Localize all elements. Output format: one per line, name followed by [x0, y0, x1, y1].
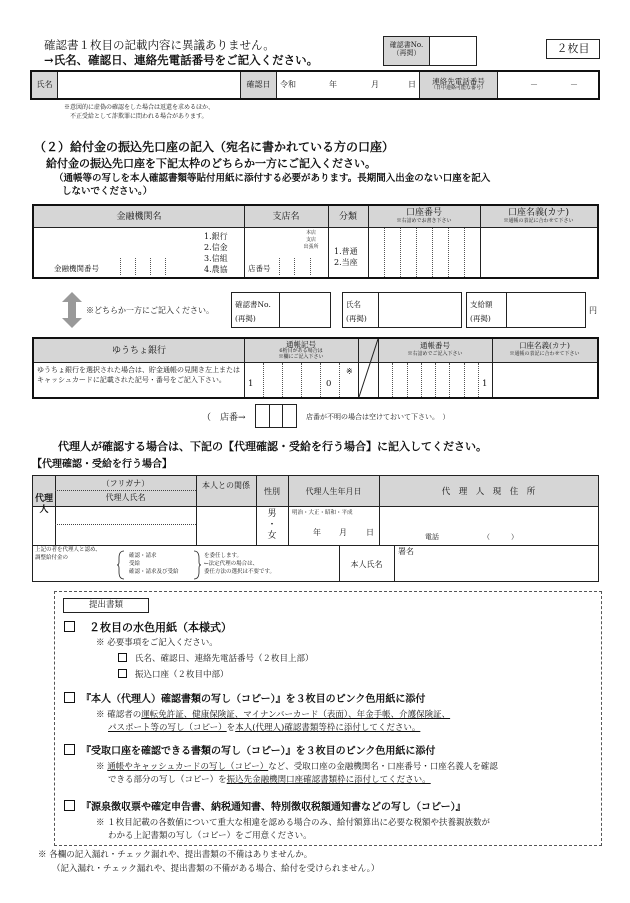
store-number-field[interactable]: [255, 404, 297, 428]
date-field[interactable]: [277, 72, 420, 98]
attach-bank-instruction: 振込先金融機関口座確認書類枠に添付してください。: [226, 775, 431, 785]
doc-item-3-note-2: [108, 775, 431, 785]
doc-item-1-checkbox[interactable]: [64, 621, 75, 632]
dob-year: 年: [313, 528, 321, 537]
account-type-list: [334, 246, 358, 268]
id-documents-list: 運転免許証、健康保険証、マイナンバーカード（表面）、年金手帳、介護保険証、: [141, 710, 451, 720]
doc-item-4-note-1: ※ １枚目記載の各数値について重大な相違を認める場合のみ、給付額算出に必要な税額や扶養親族数が: [96, 818, 491, 828]
store-number-note: 店番が不明の場合は空けておいて下さい。 ）: [306, 413, 450, 421]
account-number-field[interactable]: [369, 228, 480, 277]
doc-item-1-note: ※ 必要事項をご記入ください。: [96, 638, 218, 648]
account-verify-text: など、受取口座の金融機関名・口座番号・口座名義人を確認: [268, 762, 498, 772]
bank-type-option[interactable]: 2.信金: [204, 243, 228, 252]
relation-field[interactable]: [197, 507, 256, 545]
proxy-heading: 【代理確認・受給を行う場合】: [32, 459, 172, 470]
col-passbook-symbol-sub-2: ※欄にご記入下さい: [278, 354, 324, 360]
bank-type-option[interactable]: 3.信組: [204, 254, 228, 263]
bank-code-field[interactable]: [120, 258, 180, 275]
proxy-name-label: 代理人氏名: [105, 493, 146, 502]
either-name-label: 氏名: [346, 300, 361, 309]
either-name-box: [342, 292, 462, 328]
documents-heading: 提出書類: [63, 598, 149, 613]
relation-label: 本人との関係: [202, 481, 250, 490]
doc-item-1-sub-2-checkbox[interactable]: [118, 669, 127, 678]
doc-item-1: [64, 621, 232, 634]
either-instruction: ※どちらか一方にご記入ください。: [86, 306, 214, 315]
branch-type-option[interactable]: 支店: [305, 237, 316, 243]
note-prefix: ※: [96, 762, 108, 772]
phone-sub: （日中連絡可能な番号）: [430, 85, 486, 91]
doc-item-3-note-1: [96, 762, 498, 772]
delegate-line-1: 上記の者を代理人と認め、: [35, 547, 101, 553]
copy-part-text: できる部分の写し（コピー）を: [108, 775, 227, 785]
symbol-note-mark: ※: [346, 367, 353, 376]
doc-item-4-checkbox[interactable]: [64, 800, 75, 811]
proxy-name-field[interactable]: [56, 507, 196, 545]
symbol-zero-digit: 0: [326, 379, 332, 389]
name-field[interactable]: [58, 72, 241, 98]
col-passbook-symbol-sub-1: 6桁目がある場合は: [279, 348, 323, 354]
bank-type-option[interactable]: 1.銀行: [204, 232, 228, 241]
sex-male[interactable]: 男: [267, 509, 277, 519]
passbook-symbol-field[interactable]: [245, 363, 358, 397]
branch-type-option[interactable]: 本店: [305, 230, 316, 236]
proxy-table: [32, 475, 599, 582]
delegate-right-3: 委任方法の選択は不要です。: [204, 569, 276, 575]
copy-phrase: パスポート等の写し（コピー）: [108, 723, 227, 733]
delegate-options: [129, 552, 179, 576]
either-amount-field[interactable]: [507, 293, 585, 327]
bank-account-table: [32, 204, 599, 279]
col-yucho-holder-sub: ※通帳の表記に合わせて下さい: [509, 351, 580, 357]
sex-female[interactable]: 女: [267, 531, 277, 541]
yucho-table: [32, 337, 599, 399]
either-cert-box: [231, 292, 331, 328]
cert-number-field[interactable]: [430, 37, 476, 65]
either-name-sub: (再掲): [346, 314, 367, 323]
delegate-option[interactable]: 確認・請求及び受給: [129, 569, 179, 575]
proxy-intro: 代理人が確認する場合は、下記の【代理確認・受給を行う場合】に記入してください。: [58, 440, 487, 453]
branch-code-label: 店番号: [248, 264, 271, 273]
col-branch-name: 支店名: [272, 212, 300, 222]
instruction-line: →氏名、確認日、連絡先電話番号をご記入ください。: [44, 53, 319, 67]
passbook-number-field[interactable]: [379, 363, 492, 397]
col-yucho-holder: 口座名義(カナ): [519, 341, 570, 350]
account-type-option[interactable]: 1.普通: [334, 247, 358, 256]
store-number-open: （ 店番→: [202, 413, 246, 423]
phone-paren: （ ）: [483, 533, 518, 541]
cert-number-box: [383, 36, 477, 66]
phone-field[interactable]: [498, 72, 598, 98]
phone-label-cell: [420, 72, 498, 98]
sex-dot: ・: [267, 520, 277, 530]
cert-number-label: 確認書No.: [389, 41, 424, 49]
diagonal-divider: [359, 339, 378, 397]
phone-label: 連絡先電話番号: [432, 77, 485, 86]
sex-label: 性別: [264, 487, 280, 496]
bank-type-list: [204, 231, 228, 275]
signature-label: 署名: [398, 547, 414, 556]
either-amount-sub: (再掲): [470, 314, 491, 323]
left-brace-icon: [117, 550, 125, 580]
page-number-label: ２枚目: [546, 39, 600, 59]
col-account-holder-label: 口座名義(カナ): [507, 208, 570, 218]
doc-item-2-note-2: [108, 723, 420, 733]
passbook-copy-phrase: 通帳やキャッシュカードの写し（コピー）: [107, 762, 269, 772]
delegate-right-2: ←法定代理の場合は、: [204, 561, 259, 567]
yucho-label: ゆうちょ銀行: [111, 346, 166, 356]
particle: を: [226, 723, 236, 733]
dob-day: 日: [366, 528, 374, 537]
yucho-description: ゆうちょ銀行を選択された場合は、貯金通帳の見開き左上またはキャッシュカードに記載された記号・番号をご記入下さい。: [37, 366, 240, 384]
address-label: 代 理 人 現 住 所: [441, 487, 536, 497]
doc-item-1-sub-2: [118, 669, 229, 680]
either-cert-sub: (再掲): [235, 314, 256, 323]
name-label: 氏名: [32, 72, 58, 98]
doc-item-3: [64, 744, 435, 758]
doc-item-1-sub-1: [118, 653, 314, 664]
col-account-number: 口座番号: [405, 208, 442, 218]
warning-line-2: 不正受給として詐欺罪に問われる場合があります。: [70, 113, 208, 120]
col-bank-name: 金融機関名: [116, 212, 162, 222]
confirm-statement: 確認書１枚目の記載内容に異議ありません。: [44, 38, 275, 52]
col-account-holder-sub: ※通帳の表記に合わせて下さい: [503, 218, 574, 224]
doc-item-4: [64, 800, 466, 814]
attach-instruction: 本人(代理人)確認書類等枠に添付してください。: [235, 723, 421, 733]
branch-code-field[interactable]: [279, 258, 325, 275]
footer-line-1: ※ 各欄の記入漏れ・チェック漏れや、提出書類の不備はありませんか。: [38, 850, 313, 860]
signature-field[interactable]: [395, 546, 598, 581]
doc-item-2-checkbox[interactable]: [64, 692, 75, 703]
up-down-arrow-icon: [60, 292, 84, 328]
sex-field[interactable]: [256, 509, 288, 542]
doc-item-1-sub-1-text: 氏名、確認日、連絡先電話番号（２枚目上部）: [135, 654, 314, 664]
doc-item-1-sub-2-text: 振込口座（２枚目中部）: [135, 670, 229, 680]
footer-line-2: （記入漏れ・チェック漏れや、提出書類の不備がある場合、給付を受けられません。）: [52, 864, 380, 874]
doc-item-2-text: 『本人（代理人）確認書類の写し（コピー）』を３枚目のピンク色用紙に添付: [81, 694, 426, 705]
col-passbook-number: 通帳番号: [420, 341, 450, 350]
col-passbook-symbol: 通帳記号: [286, 340, 316, 349]
principal-name-label: 本人氏名: [350, 560, 383, 569]
phone-dash-2: －: [570, 80, 578, 89]
doc-item-2-note-1: [96, 710, 450, 720]
dob-label: 代理人生年月日: [305, 487, 362, 496]
symbol-first-digit: 1: [248, 379, 254, 389]
doc-item-1-sub-1-checkbox[interactable]: [118, 653, 127, 662]
era-options[interactable]: 明治・大正・昭和・平成: [292, 510, 353, 516]
either-cert-field[interactable]: [280, 293, 330, 327]
doc-item-2: [64, 692, 425, 706]
phone-dash-1: －: [530, 80, 538, 89]
either-amount-label: 支給額: [470, 300, 493, 309]
month-label: 月: [371, 80, 379, 89]
col-account-number-sub: ※右詰めでお書き下さい: [396, 218, 452, 224]
either-amount-box: [466, 292, 586, 328]
delegate-right-1: を委任します。: [204, 553, 243, 559]
delegate-option[interactable]: 確認・請求: [129, 553, 157, 559]
either-cert-label: 確認書No.: [235, 300, 271, 309]
note-prefix: ※ 確認者の: [96, 710, 142, 720]
section2-subtitle: 給付金の振込先口座を下記太枠のどちらか一方にご記入ください。: [46, 157, 376, 170]
warning-line-1: ※意図的に虚偽の確認をした場合は返還を求めるほか、: [64, 104, 215, 111]
col-passbook-number-sub: ※右詰めでご記入下さい: [407, 351, 463, 357]
date-label: 確認日: [241, 72, 277, 98]
branch-type-list: [294, 230, 328, 251]
doc-item-3-checkbox[interactable]: [64, 744, 75, 755]
bank-type-option[interactable]: 4.農協: [204, 265, 228, 274]
day-label: 日: [408, 80, 416, 89]
bank-code-label: 金融機関番号: [54, 264, 99, 273]
right-brace-icon: [193, 550, 201, 580]
phone-label-proxy: 電話: [425, 533, 439, 541]
yucho-holder-field[interactable]: [493, 363, 597, 397]
branch-type-option[interactable]: 出張所: [303, 244, 319, 250]
identity-row: [30, 70, 600, 100]
account-holder-field[interactable]: [481, 228, 597, 277]
doc-item-3-text: 『受取口座を確認できる書類の写し（コピー）』を３枚目のピンク色用紙に添付: [81, 746, 436, 757]
number-last-digit: 1: [482, 379, 488, 389]
col-account-type: 分類: [338, 212, 357, 222]
dob-month: 月: [339, 528, 347, 537]
section2-title: （２）給付金の振込先口座の記入（宛名に書かれている方の口座）: [34, 140, 395, 154]
section2-note-1: （通帳等の写しを本人確認書類等貼付用紙に添付する必要があります。長期間入出金のない口座を記入: [54, 173, 491, 184]
proxy-side-label: 代理人: [35, 494, 54, 515]
delegate-option[interactable]: 受給: [129, 561, 141, 567]
section2-note-2: しないでください。）: [62, 186, 153, 197]
era-label: 令和: [280, 80, 296, 89]
delegate-right: [204, 552, 275, 576]
either-name-field[interactable]: [379, 293, 461, 327]
account-type-option[interactable]: 2.当座: [334, 258, 358, 267]
doc-item-4-text: 『源泉徴収票や確定申告書、納税通知書、特別徴収税額通知書などの写し（コピー）』: [81, 802, 466, 813]
delegate-line-2: 調整給付金の: [35, 555, 69, 561]
doc-item-4-note-2: わかる上記書類の写し（コピー）をご用意ください。: [108, 831, 312, 841]
year-label: 年: [329, 80, 337, 89]
doc-item-1-text: ２枚目の水色用紙（本様式）: [89, 621, 232, 634]
furigana-label: （フリガナ）: [101, 479, 150, 488]
cert-number-sub: （再掲）: [392, 49, 421, 58]
yen-unit: 円: [589, 306, 597, 315]
